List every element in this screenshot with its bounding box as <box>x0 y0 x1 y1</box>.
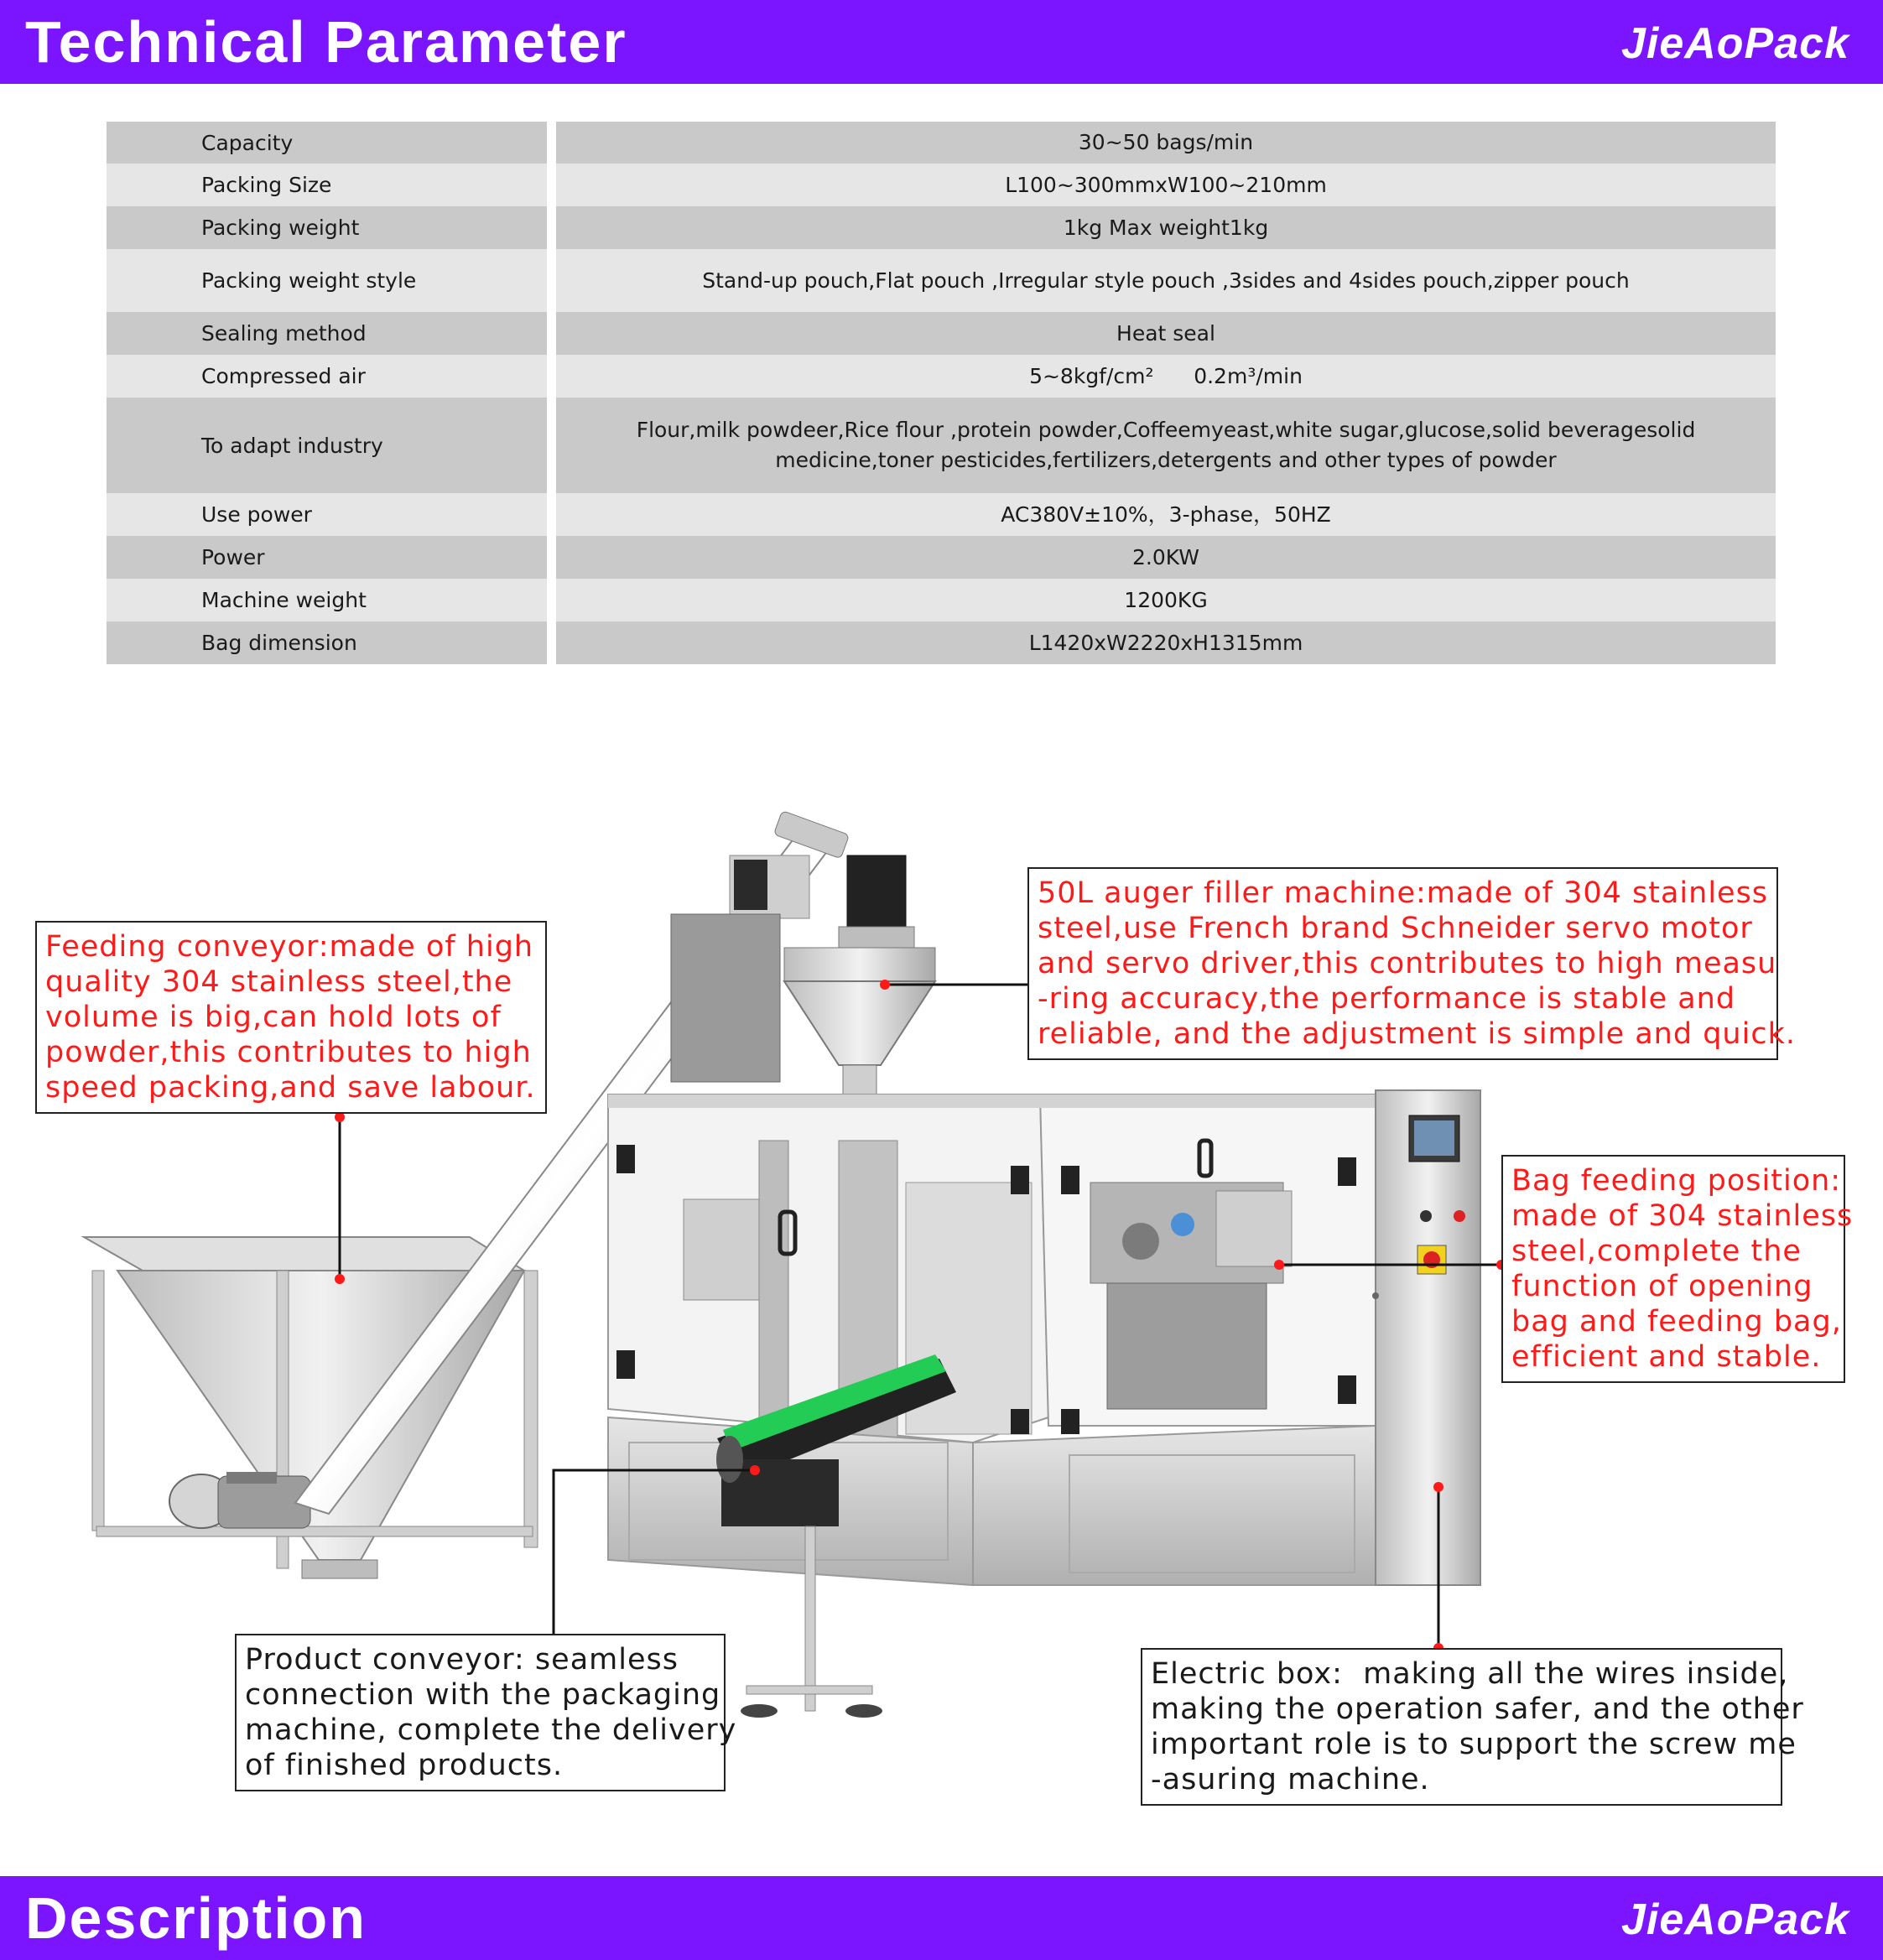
table-row <box>107 493 1776 536</box>
footer-banner <box>0 1876 1883 1960</box>
spec-value: 1200KG <box>556 579 1776 621</box>
brand-logo-text: JieAoPack <box>1620 1895 1849 1944</box>
spec-value: 1kg Max weight1kg <box>556 206 1776 249</box>
table-row <box>107 164 1776 206</box>
spec-label: Power <box>107 536 547 579</box>
callout-feeding-conveyor: Feeding conveyor:made of high quality 304 stainless steel,the volume is big,can hold lots of powder,this contributes to high speed packing,and save labour. <box>35 921 547 1114</box>
table-row <box>107 312 1776 355</box>
spec-label: Machine weight <box>107 579 547 621</box>
callout-electric-box: Electric box: making all the wires inside, making the operation safer, and the other important role is to support the screw me -asuring machine. <box>1141 1648 1782 1806</box>
header-banner <box>0 0 1883 84</box>
section-title: Description <box>25 1885 367 1951</box>
spec-value: Stand-up pouch,Flat pouch ,Irregular style pouch ,3sides and 4sides pouch,zipper pouch <box>556 249 1776 312</box>
table-row <box>107 249 1776 312</box>
page-title: Technical Parameter <box>25 9 627 75</box>
callout-auger-filler: 50L auger filler machine:made of 304 stainless steel,use French brand Schneider servo motor and servo driver,this contributes to high measu -ring accuracy,the performance is stable and reliable, and the adjustment is simple and quick. <box>1027 867 1778 1060</box>
table-row <box>107 579 1776 621</box>
brand-logo-text: JieAoPack <box>1620 19 1849 68</box>
spec-label: Use power <box>107 493 547 536</box>
table-row <box>107 398 1776 493</box>
callout-bag-feeding: Bag feeding position: made of 304 stainless steel,complete the function of opening bag and feeding bag, efficient and stable. <box>1501 1155 1845 1383</box>
spec-label: Capacity <box>107 122 547 164</box>
spec-value: 5~8kgf/cm² 0.2m³/min <box>556 355 1776 398</box>
table-row <box>107 206 1776 249</box>
spec-value: 30~50 bags/min <box>556 122 1776 164</box>
table-row <box>107 355 1776 398</box>
table-row <box>107 536 1776 579</box>
electric-box <box>1372 1090 1480 1585</box>
spec-label: Packing Size <box>107 164 547 206</box>
spec-value: Heat seal <box>556 312 1776 355</box>
spec-label: Bag dimension <box>107 621 547 664</box>
spec-label: Compressed air <box>107 355 547 398</box>
spec-value: 2.0KW <box>556 536 1776 579</box>
spec-value: Flour,milk powdeer,Rice flour ,protein powder,Coffeemyeast,white sugar,glucose,solid beveragesolid medicine,toner pesticides,fertilizers,detergents and other types of powder <box>556 398 1776 493</box>
callout-product-conveyor: Product conveyor: seamless connection with the packaging machine, complete the delivery of finished products. <box>235 1634 726 1791</box>
spec-label: Packing weight style <box>107 249 547 312</box>
table-row <box>107 621 1776 664</box>
spec-table <box>107 122 1776 664</box>
spec-label: Sealing method <box>107 312 547 355</box>
table-row <box>107 122 1776 164</box>
spec-label: Packing weight <box>107 206 547 249</box>
spec-label: To adapt industry <box>107 398 547 493</box>
spec-value: L100~300mmxW100~210mm <box>556 164 1776 206</box>
spec-value: L1420xW2220xH1315mm <box>556 621 1776 664</box>
spec-value: AC380V±10%，3-phase，50HZ <box>556 493 1776 536</box>
